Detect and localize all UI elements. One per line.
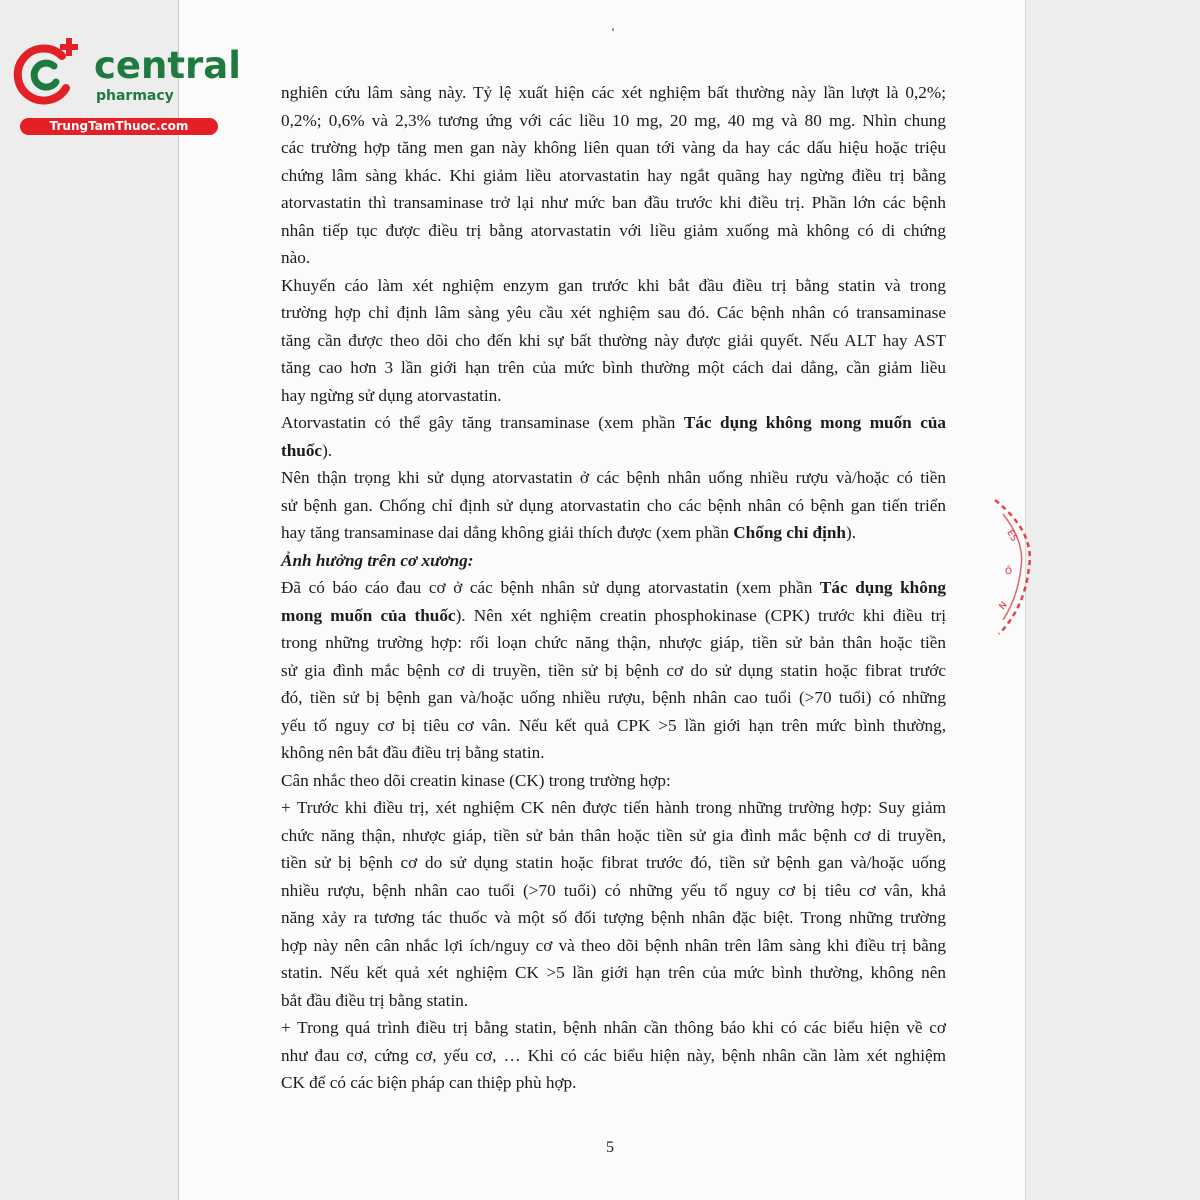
text-line [281, 409, 946, 437]
text-span: Atorvastatin có thể gây tăng transaminase (xem phần [281, 413, 684, 432]
svg-text:ES: ES [1004, 528, 1019, 544]
text-line: hay ngừng sử dụng atorvastatin. [281, 385, 502, 405]
text-line: 0,2%; 0,6% và 2,3% tương ứng với các liều 10 mg, 20 mg, 40 mg và 80 mg. Nhìn chung [281, 110, 946, 130]
text-line: tăng cần được theo dõi cho đến khi sự bất thường này được giải quyết. Nếu ALT hay AST [281, 330, 946, 350]
text-line: hợp này nên cân nhắc lợi ích/nguy cơ và theo dõi bệnh nhân trên lâm sàng khi điều trị bằng [281, 935, 946, 955]
text-line: yếu tố nguy cơ bị tiêu cơ vân. Nếu kết quả CPK >5 lần giới hạn trên mức bình thường, [281, 715, 946, 735]
text-line: các trường hợp tăng men gan này không liên quan tới vàng da hay các dấu hiệu hoặc triệu [281, 138, 946, 157]
text-line: atorvastatin thì transaminase trở lại như mức ban đầu trước khi điều trị. Phần lớn các bệnh [281, 193, 946, 212]
text-span: ). Nên xét nghiệm creatin phosphokinase (CPK) trước khi điều trị [455, 605, 946, 625]
section-heading-text: Ảnh hưởng trên cơ xương: [281, 550, 474, 570]
text-line: Nên thận trọng khi sử dụng atorvastatin ở các bệnh nhân uống nhiều rượu và/hoặc có tiền [281, 468, 946, 487]
text-line: sử gia đình mắc bệnh cơ di truyền, tiền sử bị bệnh cơ do sử dụng statin hoặc fibrat trước [281, 660, 946, 680]
text-span: Đã có báo cáo đau cơ ở các bệnh nhân sử dụng atorvastatin (xem phần [281, 578, 820, 597]
text-line: bắt đầu điều trị bằng statin. [281, 990, 469, 1010]
svg-text:Ô: Ô [1005, 567, 1013, 577]
logo-sub-text: pharmacy [96, 88, 174, 104]
text-line: nhiều rượu, bệnh nhân cao tuổi (>70 tuổi) có những yếu tố nguy cơ bị tiêu cơ vân, khả [281, 880, 946, 900]
text-line [281, 519, 946, 547]
text-line: nhân tiếp tục được điều trị bằng atorvastatin với liều giảm xuống mà không có di chứng [281, 220, 946, 240]
text-line: trong những trường hợp: rối loạn chức năng thận, nhược giáp, tiền sử bản thân hoặc tiền [281, 633, 946, 652]
section-reference: Tác dụng không [819, 578, 946, 597]
text-span: ). [846, 523, 857, 542]
scan-speck [612, 28, 614, 31]
svg-text:N: N [997, 600, 1010, 612]
text-line [281, 602, 946, 630]
document-body [281, 79, 946, 1097]
text-line: nghiên cứu lâm sàng này. Tỷ lệ xuất hiện các xét nghiệm bất thường này lần lượt là 0,2%; [281, 83, 946, 102]
text-line: như đau cơ, cứng cơ, yếu cơ, … Khi có các biểu hiện này, bệnh nhân cần làm xét nghiệm [281, 1045, 946, 1065]
text-line: đó, tiền sử bị bệnh gan và/hoặc uống nhiều rượu, bệnh nhân cao tuổi (>70 tuổi) có những [281, 688, 946, 707]
text-line: trường hợp chỉ định lâm sàng yêu cầu xét nghiệm sau đó. Các bệnh nhân có transaminase [281, 303, 946, 322]
text-line: + Trước khi điều trị, xét nghiệm CK nên được tiến hành trong những trường hợp: Suy giảm [281, 798, 946, 817]
red-seal-stamp-icon [985, 492, 1035, 642]
text-line: + Trong quá trình điều trị bằng statin, bệnh nhân cần thông báo khi có các biểu hiện về cơ [281, 1018, 946, 1037]
central-pharmacy-logo [8, 36, 241, 136]
text-line: tiền sử bị bệnh cơ do sử dụng statin hoặc fibrat trước đó, tiền sử bệnh gan và/hoặc uống [281, 853, 946, 872]
text-line: chứng lâm sàng khác. Khi giảm liều atorvastatin hay ngắt quãng hay ngừng điều trị bằng [281, 165, 946, 185]
section-heading [281, 547, 946, 575]
text-line: statin. Nếu kết quả xét nghiệm CK >5 lần giới hạn trên của mức bình thường, không nên [281, 963, 946, 982]
text-line: Khuyến cáo làm xét nghiệm enzym gan trước khi bắt đầu điều trị bằng statin và trong [281, 275, 946, 295]
text-line [281, 574, 946, 602]
text-line: sử bệnh gan. Chống chỉ định sử dụng atorvastatin cho các bệnh nhân có bệnh gan tiến triển [281, 495, 946, 515]
section-reference: Tác dụng không mong muốn của [683, 413, 946, 432]
pharmacy-logo-icon [10, 36, 86, 112]
text-line [281, 437, 946, 465]
text-line: không nên bắt đầu điều trị bằng statin. [281, 743, 545, 762]
text-line: Cân nhắc theo dõi creatin kinase (CK) trong trường hợp: [281, 770, 671, 790]
text-line: năng xảy ra tương tác thuốc và một số đối tượng bệnh nhân đặc biệt. Trong những trường [281, 908, 946, 927]
logo-brand-text: central [94, 44, 241, 87]
section-reference: thuốc [281, 440, 323, 460]
text-line: nào. [281, 248, 311, 267]
text-line: chức năng thận, nhược giáp, tiền sử bản thân hoặc tiền sử gia đình mắc bệnh cơ di truyền, [281, 825, 946, 845]
text-line: CK để có các biện pháp can thiệp phù hợp. [281, 1073, 577, 1092]
section-reference: Chống chỉ định [733, 523, 846, 542]
logo-site-text: TrungTamThuoc.com [20, 118, 218, 135]
text-span: hay tăng transaminase dai dẳng không giải thích được (xem phần [281, 523, 734, 542]
page-number: 5 [606, 1139, 614, 1156]
text-span: ). [322, 440, 333, 460]
text-line: tăng cao hơn 3 lần giới hạn trên của mức bình thường một cách dai dẳng, cần giảm liều [281, 358, 946, 377]
section-reference: mong muốn của thuốc [281, 605, 456, 625]
